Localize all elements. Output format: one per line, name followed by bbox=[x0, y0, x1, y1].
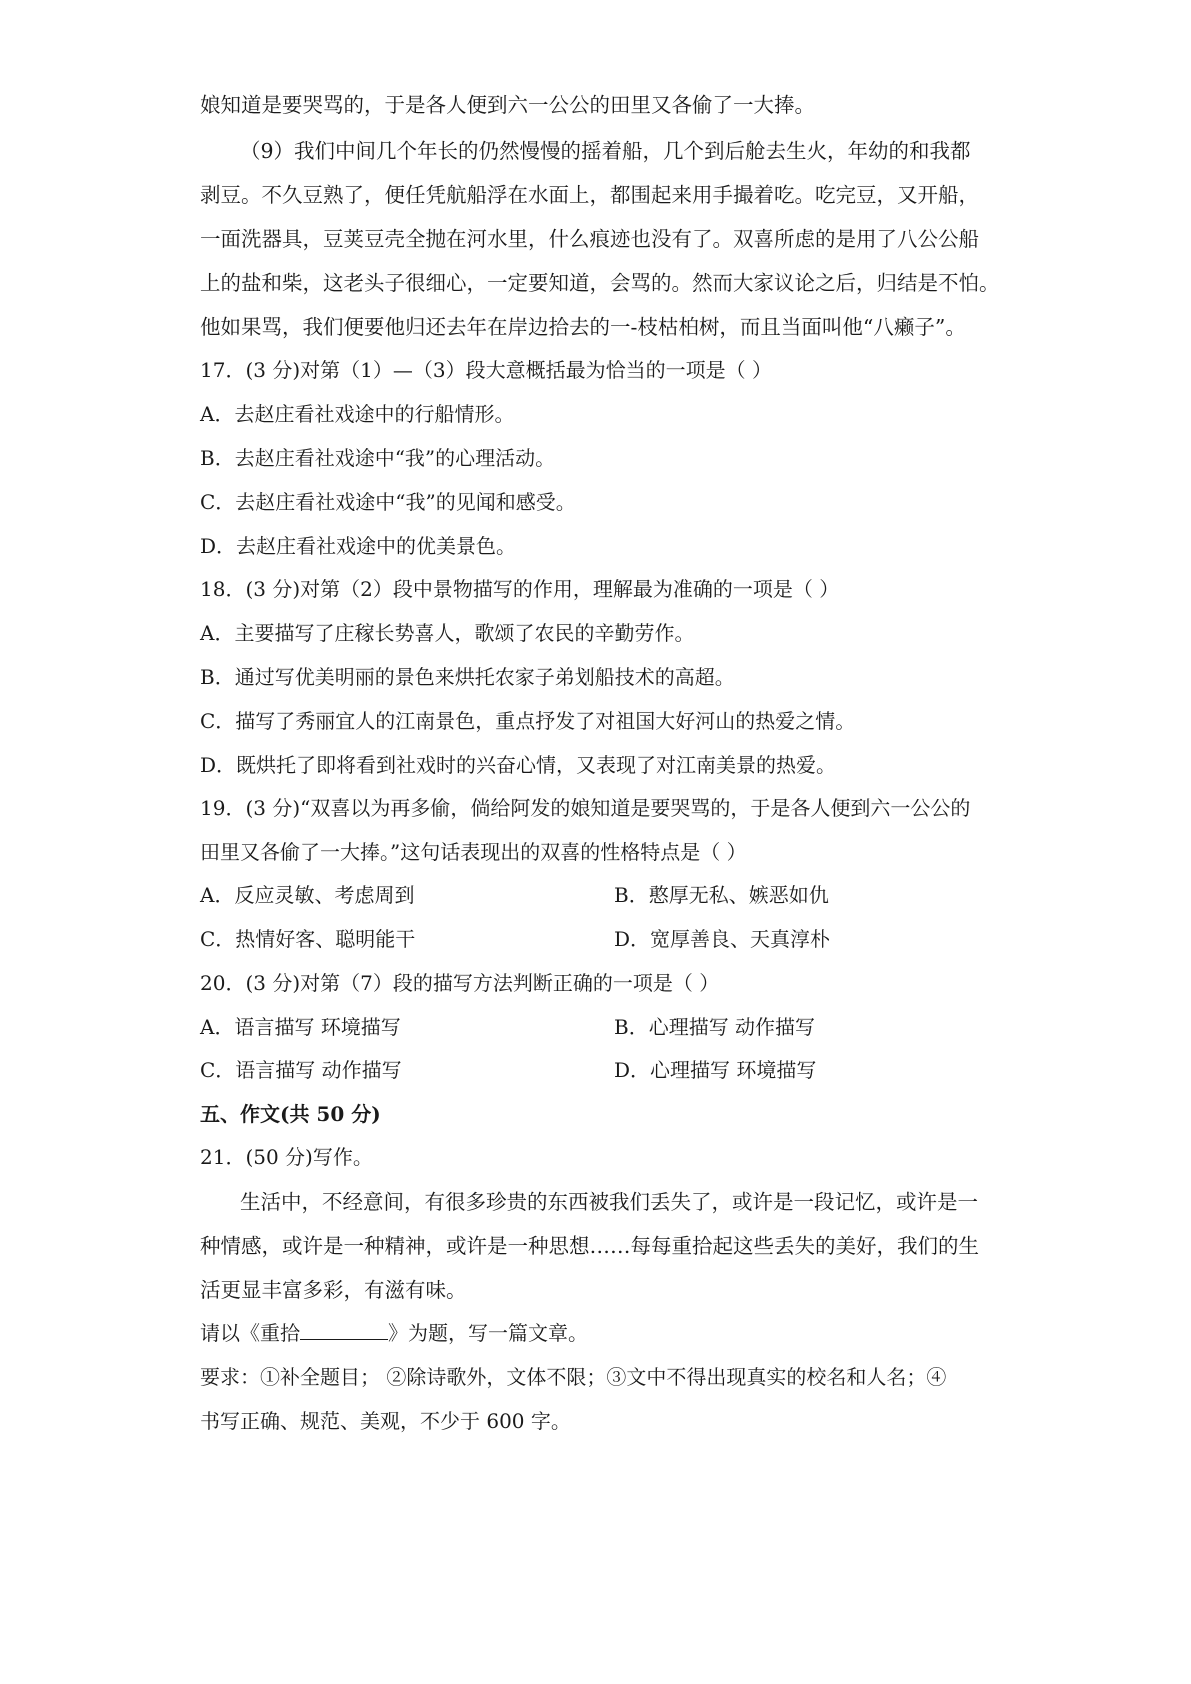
question-19-stem: 19．(3 分)“双喜以为再多偷，倘给阿发的娘知道是要哭骂的，于是各人便到六一公公的 bbox=[200, 796, 971, 820]
section-heading: 五、作文(共 50 分) bbox=[200, 1102, 381, 1126]
question-17-option-d: D．去赵庄看社戏途中的优美景色。 bbox=[200, 534, 517, 558]
question-20-stem: 20．(3 分)对第（7）段的描写方法判断正确的一项是（ ） bbox=[200, 971, 720, 995]
question-18-option-d: D．既烘托了即将看到社戏时的兴奋心情，又表现了对江南美景的热爱。 bbox=[200, 753, 837, 777]
question-17-option-a: A．去赵庄看社戏途中的行船情形。 bbox=[200, 402, 515, 426]
question-17-stem: 17．(3 分)对第（1）—（3）段大意概括最为恰当的一项是（ ） bbox=[200, 358, 772, 382]
essay-prompt-line: 种情感，或许是一种精神，或许是一种思想……每每重拾起这些丢失的美好，我们的生 bbox=[200, 1234, 979, 1258]
question-21-stem: 21．(50 分)写作。 bbox=[200, 1145, 373, 1169]
question-18-option-a: A．主要描写了庄稼长势喜人，歌颂了农民的辛勤劳作。 bbox=[200, 621, 695, 645]
question-19-option-a: A．反应灵敏、考虑周到 bbox=[200, 883, 415, 907]
passage-line: 娘知道是要哭骂的，于是各人便到六一公公的田里又各偷了一大捧。 bbox=[200, 93, 815, 117]
question-20-option-d: D．心理描写 环境描写 bbox=[614, 1058, 817, 1082]
question-19-option-d: D．宽厚善良、天真淳朴 bbox=[614, 927, 831, 951]
passage-para-9-line: 上的盐和柴，这老头子很细心，一定要知道，会骂的。然而大家议论之后，归结是不怕。 bbox=[200, 271, 1000, 295]
question-18-option-b: B．通过写优美明丽的景色来烘托农家子弟划船技术的高超。 bbox=[200, 665, 735, 689]
essay-requirements-line: 书写正确、规范、美观，不少于 600 字。 bbox=[200, 1409, 571, 1433]
essay-requirements-line: 要求：①补全题目； ②除诗歌外，文体不限；③文中不得出现真实的校名和人名；④ bbox=[200, 1365, 947, 1389]
essay-title-blank bbox=[300, 1339, 388, 1340]
essay-title-prefix: 请以《重拾 bbox=[200, 1321, 300, 1345]
question-19-stem: 田里又各偷了一大捧。”这句话表现出的双喜的性格特点是（ ） bbox=[200, 840, 747, 864]
passage-para-9-line: 他如果骂，我们便要他归还去年在岸边拾去的一-枝枯柏树，而且当面叫他“八癞子”。 bbox=[200, 315, 966, 339]
passage-para-9-line: 剥豆。不久豆熟了，便任凭航船浮在水面上，都围起来用手撮着吃。吃完豆，又开船， bbox=[200, 183, 979, 207]
question-18-stem: 18．(3 分)对第（2）段中景物描写的作用，理解最为准确的一项是（ ） bbox=[200, 577, 840, 601]
question-20-option-c: C．语言描写 动作描写 bbox=[200, 1058, 402, 1082]
essay-prompt-line: 生活中，不经意间，有很多珍贵的东西被我们丢失了，或许是一段记忆，或许是一 bbox=[240, 1190, 978, 1214]
essay-title-suffix: 》为题，写一篇文章。 bbox=[388, 1321, 588, 1345]
essay-title-instruction bbox=[200, 1320, 588, 1346]
question-17-option-c: C．去赵庄看社戏途中“我”的见闻和感受。 bbox=[200, 490, 576, 514]
question-19-option-b: B．憨厚无私、嫉恶如仇 bbox=[614, 883, 829, 907]
question-20-option-a: A．语言描写 环境描写 bbox=[200, 1015, 401, 1039]
question-17-option-b: B．去赵庄看社戏途中“我”的心理活动。 bbox=[200, 446, 556, 470]
passage-para-9-line: （9）我们中间几个年长的仍然慢慢的摇着船，几个到后舱去生火，年幼的和我都 bbox=[240, 139, 971, 163]
essay-prompt-line: 活更显丰富多彩，有滋有味。 bbox=[200, 1278, 467, 1302]
question-20-option-b: B．心理描写 动作描写 bbox=[614, 1015, 816, 1039]
passage-para-9-line: 一面洗器具，豆荚豆壳全抛在河水里，什么痕迹也没有了。双喜所虑的是用了八公公船 bbox=[200, 227, 979, 251]
question-18-option-c: C．描写了秀丽宜人的江南景色，重点抒发了对祖国大好河山的热爱之情。 bbox=[200, 709, 856, 733]
question-19-option-c: C．热情好客、聪明能干 bbox=[200, 927, 416, 951]
